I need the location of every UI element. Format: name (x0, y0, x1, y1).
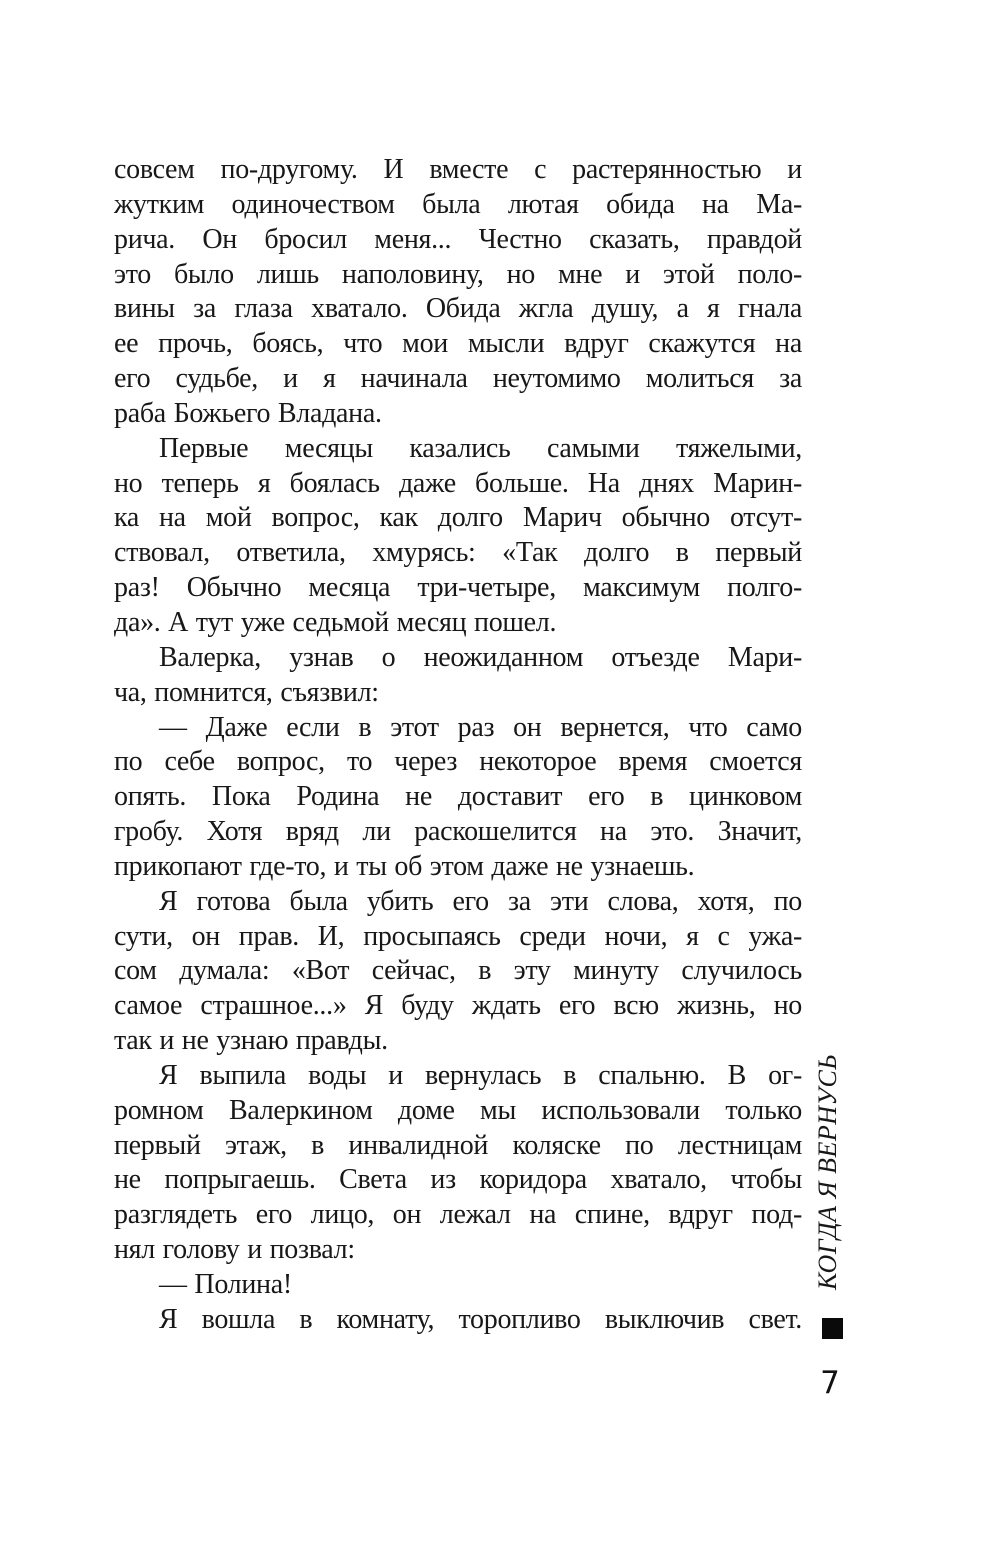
text-line: это было лишь наполовину, но мне и этой поло- (114, 258, 802, 290)
text-line: первый этаж, в инвалидной коляске по лестницам (114, 1129, 802, 1161)
text-line: не попрыгаешь. Света из коридора хватало, чтобы (114, 1164, 802, 1196)
paragraph (114, 153, 802, 432)
paragraph (114, 1303, 802, 1338)
paragraph (114, 641, 802, 711)
text-line: разглядеть его лицо, он лежал на спине, вдруг под- (114, 1199, 802, 1231)
text-line: гробу. Хотя вряд ли раскошелится на это. Значит, (114, 816, 802, 848)
text-line: прикопают где-то, и ты об этом даже не узнаешь. (114, 850, 695, 882)
text-line: опять. Пока Родина не доставит его в цинковом (114, 781, 802, 813)
text-line: совсем по-другому. И вместе с растерянностью и (114, 154, 802, 185)
paragraph (114, 1268, 802, 1303)
text-line: ка на мой вопрос, как долго Марич обычно отсут- (114, 502, 802, 534)
text-line: жутким одиночеством была лютая обида на Ма- (114, 188, 802, 220)
text-line: ствовал, ответила, хмурясь: «Так долго в первый (114, 537, 802, 569)
text-line: рича. Он бросил меня... Честно сказать, правдой (114, 223, 802, 255)
text-line: — Полина! (159, 1269, 292, 1300)
text-line: нял голову и позвал: (114, 1234, 355, 1266)
text-line: сом думала: «Вот сейчас, в эту минуту случилось (114, 955, 802, 987)
text-line: — Даже если в этот раз он вернется, что само (159, 711, 802, 743)
text-line: ее прочь, боясь, что мои мысли вдруг скажутся на (114, 328, 802, 360)
text-line: раз! Обычно месяца три-четыре, максимум полго- (114, 572, 802, 604)
text-line: да». А тут уже седьмой месяц пошел. (114, 606, 557, 638)
text-line: Я вошла в комнату, торопливо выключив свет. (159, 1303, 802, 1335)
text-line: ча, помнится, съязвил: (114, 676, 379, 708)
text-line: Я готова была убить его за эти слова, хотя, по (159, 885, 802, 917)
paragraph (114, 885, 802, 1059)
running-title-vertical: КОГДА Я ВЕРНУСЬ (813, 1053, 842, 1290)
text-line: ромном Валеркином доме мы использовали только (114, 1094, 802, 1126)
text-line: Первые месяцы казались самыми тяжелыми, (159, 432, 802, 464)
text-line: раба Божьего Владана. (114, 397, 382, 429)
text-line: его судьбе, и я начинала неутомимо молиться за (114, 363, 802, 395)
paragraph (114, 711, 802, 885)
text-line: вины за глаза хватало. Обида жгла душу, а я гнала (114, 293, 802, 325)
text-line: по себе вопрос, то через некоторое время смоется (114, 746, 802, 778)
text-line: но теперь я боялась даже больше. На днях Марин- (114, 467, 802, 499)
text-line: Валерка, узнав о неожиданном отъезде Мари- (159, 641, 802, 673)
paragraph (114, 432, 802, 641)
text-line: самое страшное...» Я буду ждать его всю жизнь, но (114, 990, 802, 1022)
paragraph (114, 1059, 802, 1268)
text-line: так и не узнаю правды. (114, 1025, 388, 1057)
text-line: Я выпила воды и вернулась в спальню. В ог- (159, 1059, 802, 1091)
end-of-section-square (822, 1318, 843, 1339)
text-block (114, 153, 802, 1338)
page-number: 7 (820, 1365, 840, 1401)
text-line: сути, он прав. И, просыпаясь среди ночи, я с ужа- (114, 920, 802, 952)
